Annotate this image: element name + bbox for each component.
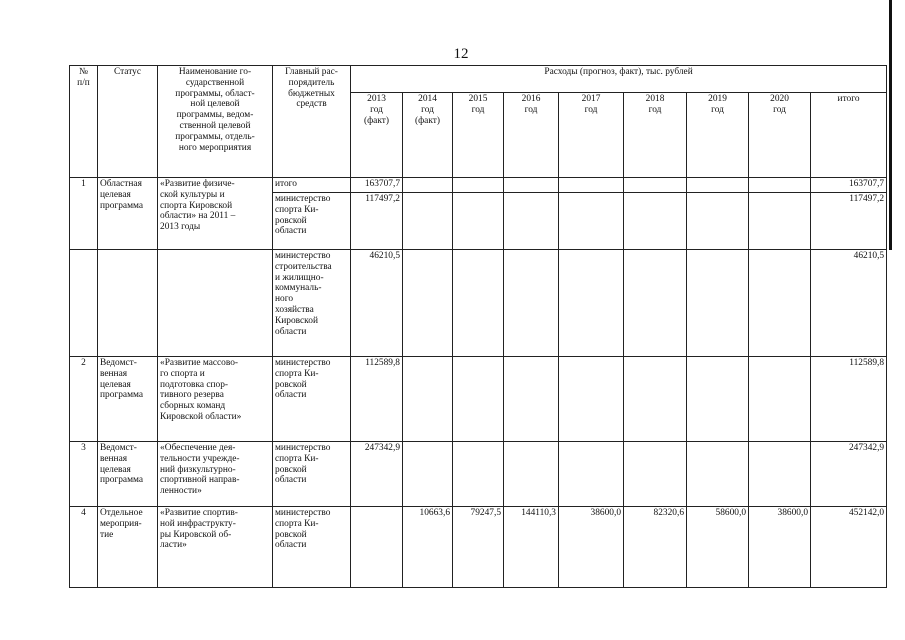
row-num: 4 <box>70 507 98 588</box>
page-number: 12 <box>453 46 469 62</box>
row-num: 3 <box>70 442 98 507</box>
value-cell <box>453 250 504 357</box>
value-cell <box>749 193 811 250</box>
value-cell: 452142,0 <box>811 507 887 588</box>
value-cell <box>749 442 811 507</box>
value-cell <box>403 178 453 193</box>
value-cell <box>687 193 749 250</box>
table-row <box>70 178 887 193</box>
value-cell <box>453 178 504 193</box>
row-name: «Обеспечение дея- тельности учрежде- ний физкультурно- спортивной направ- ленности» <box>158 442 273 507</box>
value-cell <box>403 442 453 507</box>
value-cell <box>624 357 687 442</box>
row-name <box>158 250 273 357</box>
table-row <box>70 250 887 357</box>
value-cell: 163707,7 <box>351 178 403 193</box>
value-cell: 117497,2 <box>811 193 887 250</box>
row-name: «Развитие массово- го спорта и подготовка спор- тивного резерва сборных команд Кировской области» <box>158 357 273 442</box>
row-num: 2 <box>70 357 98 442</box>
row-num <box>70 250 98 357</box>
value-cell <box>559 250 624 357</box>
row-status: Отдельное мероприя- тие <box>98 507 158 588</box>
value-cell <box>687 442 749 507</box>
value-cell <box>504 442 559 507</box>
value-cell <box>624 442 687 507</box>
value-cell <box>453 357 504 442</box>
header-year: 2015 год <box>453 93 504 178</box>
value-cell <box>749 357 811 442</box>
value-cell: 144110,3 <box>504 507 559 588</box>
value-cell: 82320,6 <box>624 507 687 588</box>
value-cell: 46210,5 <box>351 250 403 357</box>
header-status: Статус <box>98 66 158 178</box>
table-row <box>70 442 887 507</box>
row-manager: министерство спорта Ки- ровской области <box>273 507 351 588</box>
header-year: 2017 год <box>559 93 624 178</box>
row-name: «Развитие спортив- ной инфраструкту- ры Кировской об- ласти» <box>158 507 273 588</box>
value-cell <box>504 193 559 250</box>
value-cell: 38600,0 <box>559 507 624 588</box>
row-status: Ведомст- венная целевая программа <box>98 442 158 507</box>
value-cell: 247342,9 <box>351 442 403 507</box>
value-cell <box>624 250 687 357</box>
value-cell: 163707,7 <box>811 178 887 193</box>
table-row <box>70 507 887 588</box>
row-manager: министерство спорта Ки- ровской области <box>273 357 351 442</box>
value-cell: 112589,8 <box>351 357 403 442</box>
value-cell <box>403 250 453 357</box>
header-year: итого <box>811 93 887 178</box>
header-expenses: Расходы (прогноз, факт), тыс. рублей <box>351 66 887 93</box>
value-cell <box>504 250 559 357</box>
table-row <box>70 357 887 442</box>
value-cell <box>559 193 624 250</box>
value-cell <box>351 507 403 588</box>
value-cell <box>559 357 624 442</box>
value-cell: 79247,5 <box>453 507 504 588</box>
header-year: 2020 год <box>749 93 811 178</box>
row-name: «Развитие физиче- ской культуры и спорта Кировской области» на 2011 – 2013 годы <box>158 178 273 250</box>
row-manager: министерство строительства и жилищно- коммуналь- ного хозяйства Кировской области <box>273 250 351 357</box>
row-status: Ведомст- венная целевая программа <box>98 357 158 442</box>
value-cell <box>687 178 749 193</box>
header-year: 2013 год (факт) <box>351 93 403 178</box>
value-cell <box>504 357 559 442</box>
budget-table <box>69 65 887 588</box>
margin-rule <box>889 0 892 250</box>
value-cell: 38600,0 <box>749 507 811 588</box>
value-cell <box>403 193 453 250</box>
value-cell <box>504 178 559 193</box>
header-year: 2019 год <box>687 93 749 178</box>
value-cell: 117497,2 <box>351 193 403 250</box>
value-cell <box>624 193 687 250</box>
value-cell <box>453 193 504 250</box>
row-manager: министерство спорта Ки- ровской области <box>273 442 351 507</box>
row-status <box>98 250 158 357</box>
header-manager: Главный рас- порядитель бюджетных средств <box>273 66 351 178</box>
header-year: 2014 год (факт) <box>403 93 453 178</box>
value-cell <box>687 250 749 357</box>
value-cell: 10663,6 <box>403 507 453 588</box>
value-cell <box>624 178 687 193</box>
value-cell <box>453 442 504 507</box>
header-year: 2016 год <box>504 93 559 178</box>
value-cell <box>403 357 453 442</box>
row-status: Областная целевая программа <box>98 178 158 250</box>
value-cell <box>749 250 811 357</box>
value-cell <box>559 442 624 507</box>
header-year: 2018 год <box>624 93 687 178</box>
value-cell: 46210,5 <box>811 250 887 357</box>
row-manager: министерство спорта Ки- ровской области <box>273 193 351 250</box>
value-cell: 247342,9 <box>811 442 887 507</box>
row-num: 1 <box>70 178 98 250</box>
value-cell <box>749 178 811 193</box>
value-cell <box>559 178 624 193</box>
value-cell: 58600,0 <box>687 507 749 588</box>
header-num: № п/п <box>70 66 98 178</box>
row-manager: итого <box>273 178 351 193</box>
value-cell: 112589,8 <box>811 357 887 442</box>
header-name: Наименование го- сударственной программы, област- ной целевой программы, ведом- ственной целевой программы, отдель- ного мероприятия <box>158 66 273 178</box>
value-cell <box>687 357 749 442</box>
